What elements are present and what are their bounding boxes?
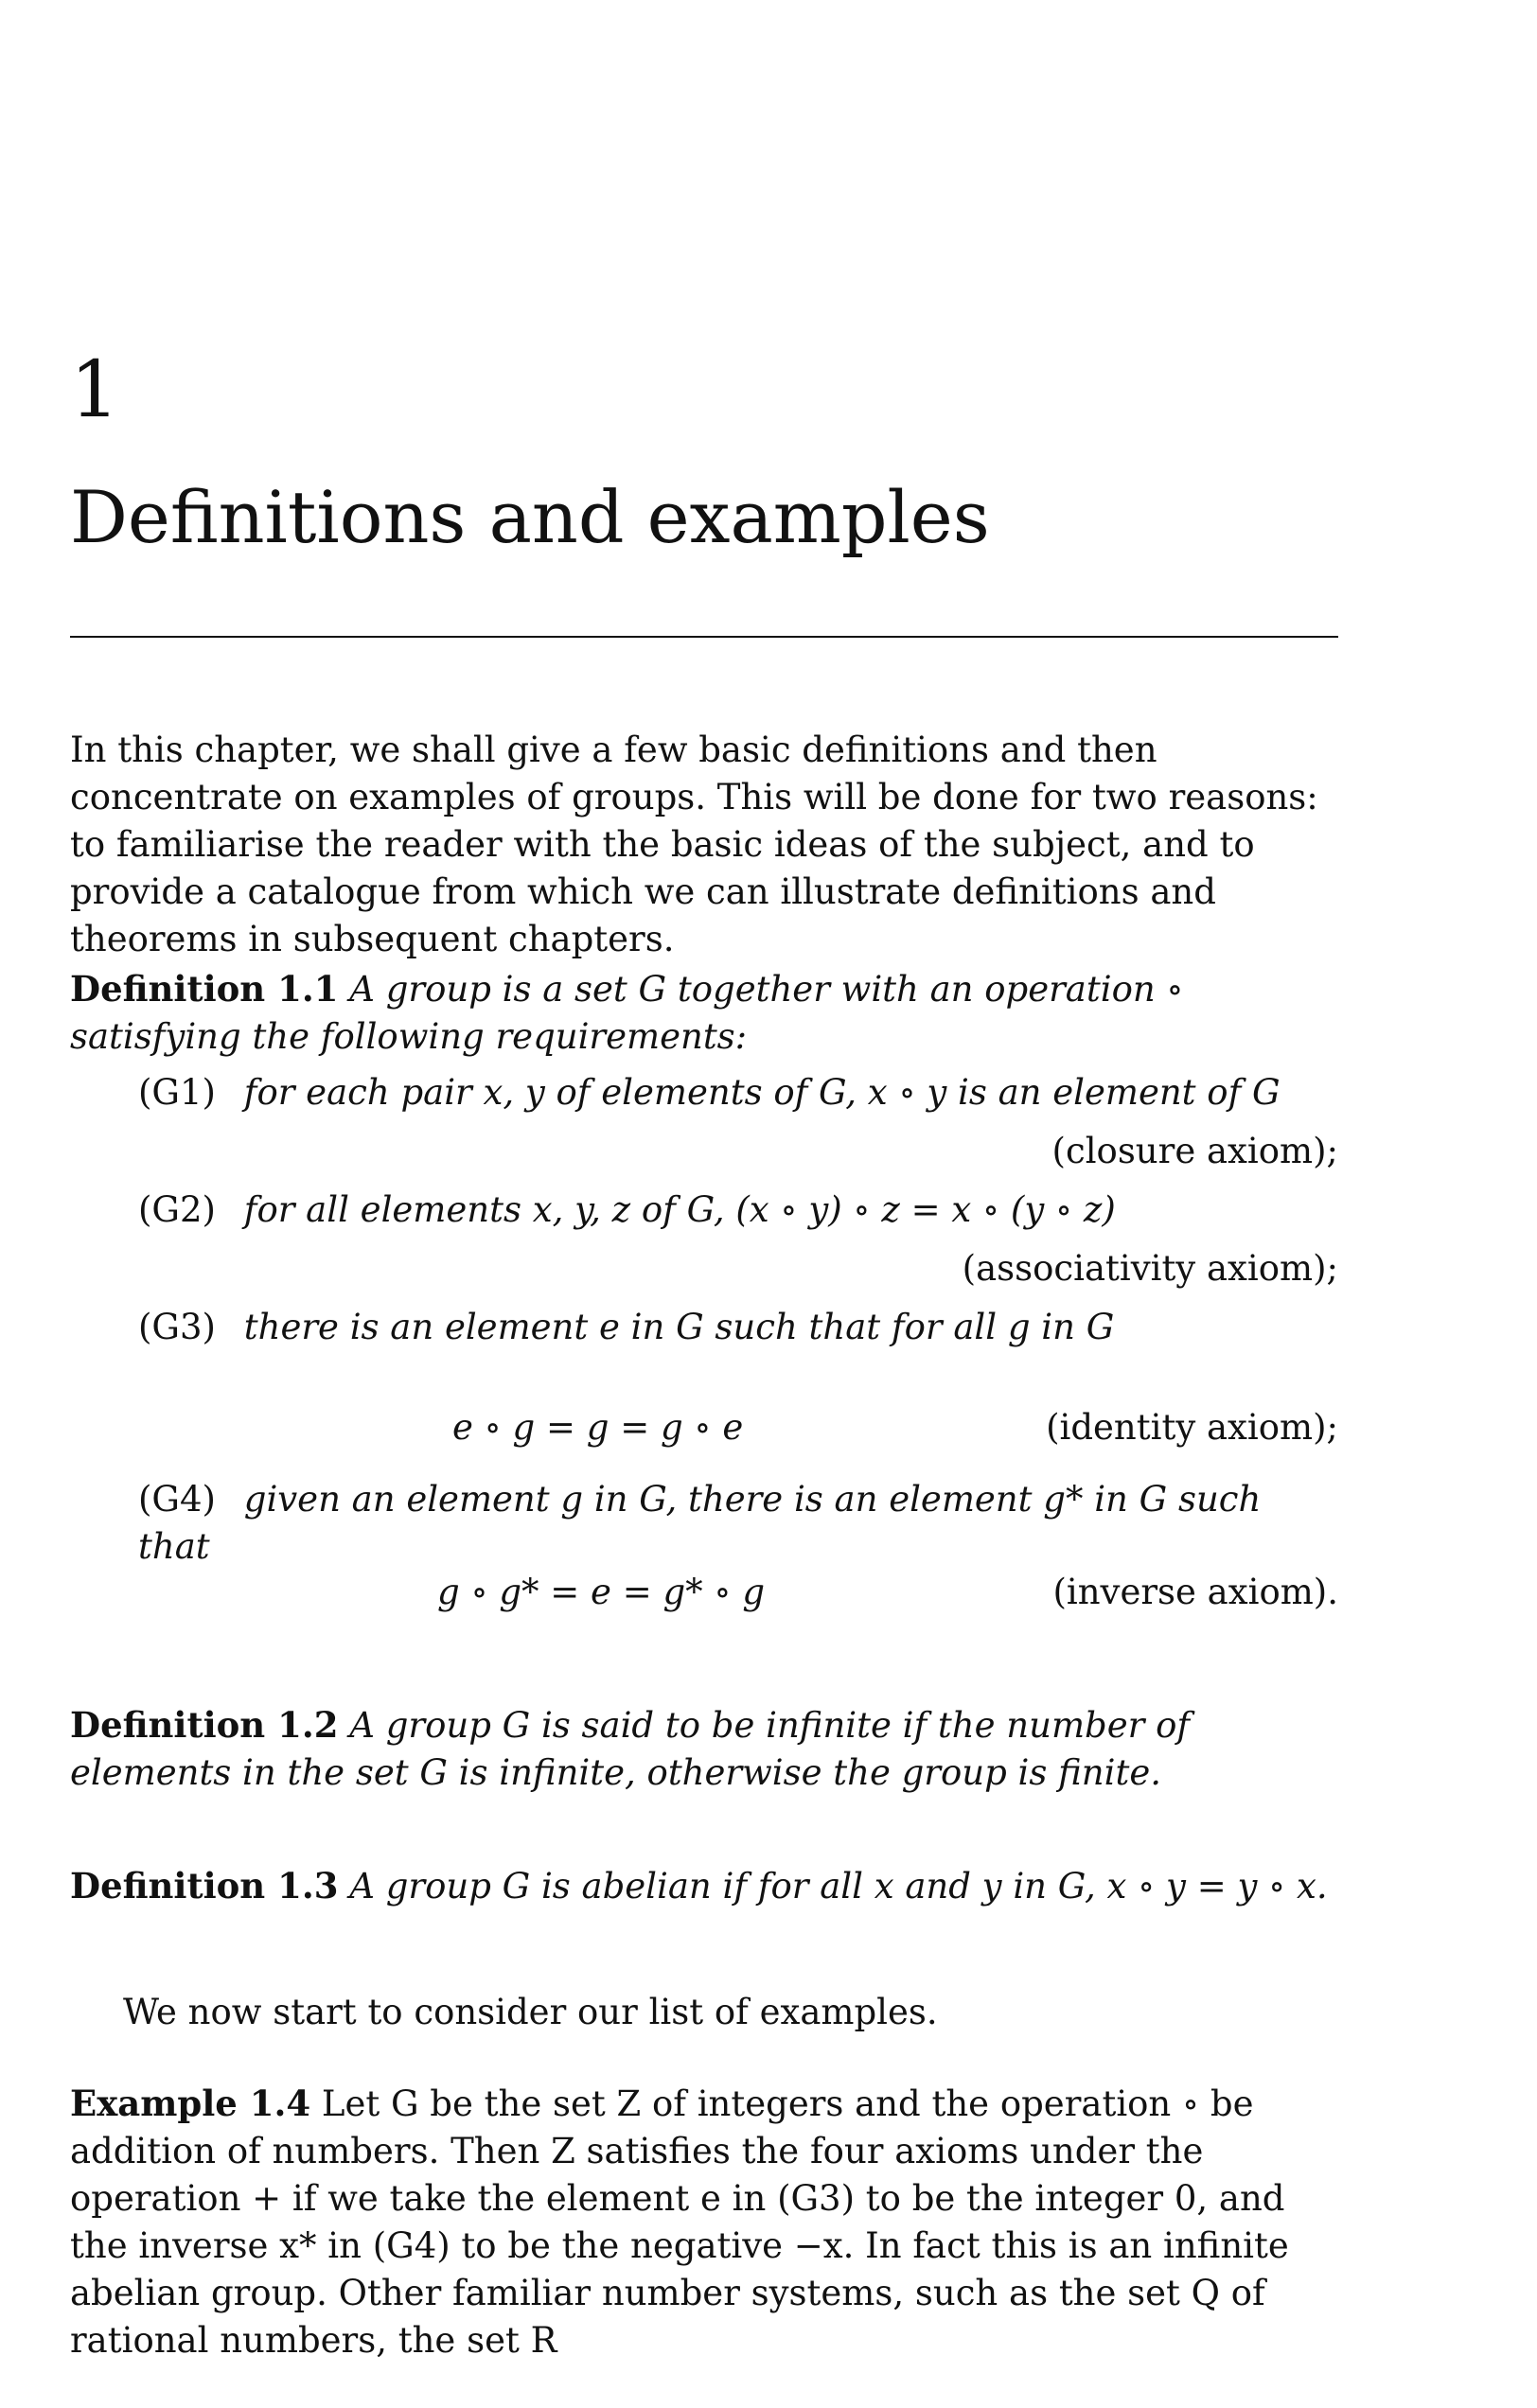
- definition-1-2: [70, 1701, 1338, 1797]
- intro-paragraph: In this chapter, we shall give a few basic definitions and then concentrate on examples of groups. This will be done for two reasons: to familiarise the reader with the basic ideas of the subject, and to provide a catalogue from which we can illustrate definitions and theorems in subsequent chapters.: [70, 729, 1318, 959]
- definition-1-1: [70, 965, 1338, 1061]
- identity-equation: e ∘ g = g = g ∘ e: [452, 1407, 744, 1448]
- chapter-number: 1: [70, 345, 120, 435]
- axiom-note: (identity axiom);: [1046, 1407, 1338, 1448]
- definition-text: A group is a set G together with an operation ∘ satisfying the following requirements:: [70, 969, 1184, 1057]
- example-1-4: [70, 2080, 1338, 2364]
- axiom-note: (associativity axiom);: [962, 1248, 1338, 1289]
- axiom-g2: [138, 1186, 1338, 1234]
- example-label: Example 1.4: [70, 2083, 311, 2124]
- definition-text: A group G is said to be infinite if the number of elements in the set G is infinite, otherwise the group is finite.: [70, 1705, 1191, 1793]
- definition-text: A group G is abelian if for all x and y in G, x ∘ y = y ∘ x.: [349, 1866, 1328, 1907]
- definition-label: Definition 1.3: [70, 1865, 339, 1907]
- chapter-title: Definitions and examples: [70, 475, 990, 559]
- transition-text: We now start to consider our list of examples.: [123, 1992, 938, 2032]
- axiom-g4: [138, 1476, 1338, 1571]
- axiom-label: (G2): [138, 1189, 216, 1230]
- axiom-note: (closure axiom);: [1051, 1131, 1338, 1171]
- axiom-g3: [138, 1304, 1338, 1351]
- definition-1-3: [70, 1862, 1338, 1910]
- axiom-text: for each pair x, y of elements of G, x ∘ y is an element of G: [243, 1072, 1281, 1113]
- chapter-rule: [70, 636, 1338, 638]
- definition-label: Definition 1.1: [70, 968, 339, 1010]
- axiom-text: given an element g in G, there is an element g* in G such that: [138, 1479, 1262, 1567]
- axiom-text: there is an element e in G such that for all g in G: [243, 1307, 1115, 1347]
- axiom-note: (inverse axiom).: [1052, 1572, 1338, 1612]
- inverse-equation: g ∘ g* = e = g* ∘ g: [437, 1572, 766, 1612]
- axiom-label: (G4): [138, 1479, 216, 1520]
- example-text: Let G be the set Z of integers and the operation ∘ be addition of numbers. Then Z satisfies the four axioms under the operation + if we take the element e in (G3) to be the integer 0, and the inverse x* in (G4) to be the negative −x. In fact this is an infinite abelian group. Other familiar number systems, such as the set Q of rational numbers, the set R: [70, 2083, 1289, 2361]
- axiom-text: for all elements x, y, z of G, (x ∘ y) ∘ z = x ∘ (y ∘ z): [243, 1189, 1116, 1230]
- axiom-label: (G3): [138, 1307, 216, 1347]
- axiom-label: (G1): [138, 1072, 216, 1113]
- axiom-g1: [138, 1069, 1338, 1116]
- definition-label: Definition 1.2: [70, 1704, 339, 1746]
